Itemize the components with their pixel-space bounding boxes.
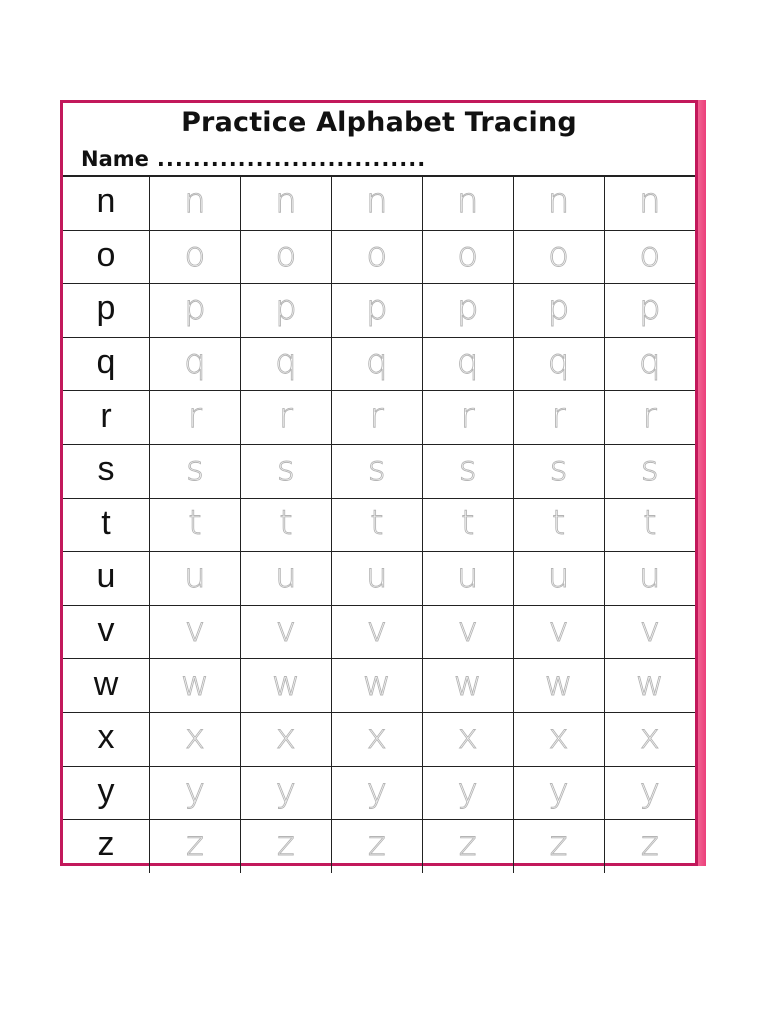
name-label: Name [81, 147, 149, 171]
trace-letter: p [547, 288, 570, 329]
trace-letter: u [184, 556, 206, 597]
trace-letter: n [275, 181, 297, 222]
trace-letter: n [456, 181, 479, 222]
letter-row-p [63, 284, 695, 338]
trace-cell[interactable] [240, 444, 331, 498]
trace-letter: w [271, 663, 300, 704]
trace-letter: y [639, 770, 660, 811]
trace-letter: t [279, 502, 293, 543]
trace-letter: o [548, 234, 569, 275]
trace-cell[interactable] [422, 391, 513, 445]
trace-cell[interactable] [331, 284, 422, 338]
key-letter-cell [63, 230, 150, 284]
key-letter-cell [63, 552, 150, 606]
trace-cell[interactable] [513, 230, 604, 284]
trace-cell[interactable] [422, 230, 513, 284]
trace-cell[interactable] [604, 444, 695, 498]
trace-letter: q [365, 342, 388, 383]
letter-row-n [63, 177, 695, 230]
trace-letter: u [638, 556, 661, 597]
trace-cell[interactable] [331, 552, 422, 606]
trace-letter: u [456, 556, 479, 597]
trace-cell[interactable] [513, 391, 604, 445]
letter-row-v [63, 605, 695, 659]
tracing-worksheet [60, 100, 698, 866]
key-letter-cell [63, 659, 150, 713]
trace-cell[interactable] [422, 659, 513, 713]
trace-cell[interactable] [240, 820, 331, 873]
trace-letter: p [184, 288, 206, 329]
trace-cell[interactable] [604, 498, 695, 552]
trace-letter: v [548, 610, 569, 651]
trace-letter: x [184, 717, 206, 758]
trace-letter: n [638, 181, 661, 222]
trace-letter: y [275, 770, 296, 811]
trace-cell[interactable] [422, 552, 513, 606]
letter-row-x [63, 712, 695, 766]
trace-cell[interactable] [150, 444, 241, 498]
worksheet-header [63, 103, 695, 177]
trace-letter: s [549, 449, 568, 490]
key-letter-cell [63, 284, 150, 338]
letter-row-o [63, 230, 695, 284]
page-edge-stripe [698, 100, 706, 866]
key-letter: t [101, 503, 111, 542]
trace-letter: y [457, 770, 478, 811]
trace-letter: u [365, 556, 388, 597]
key-letter-cell [63, 605, 150, 659]
trace-letter: z [276, 824, 295, 865]
trace-cell[interactable] [513, 177, 604, 230]
trace-cell[interactable] [604, 766, 695, 820]
trace-cell[interactable] [331, 766, 422, 820]
trace-cell[interactable] [513, 605, 604, 659]
trace-letter: w [635, 663, 664, 704]
trace-letter: v [639, 610, 660, 651]
trace-letter: x [275, 717, 296, 758]
trace-cell[interactable] [513, 498, 604, 552]
trace-cell[interactable] [513, 284, 604, 338]
trace-letter: o [366, 234, 388, 275]
key-letter-cell [63, 391, 150, 445]
key-letter: n [96, 182, 116, 221]
trace-cell[interactable] [604, 605, 695, 659]
trace-cell[interactable] [240, 552, 331, 606]
trace-cell[interactable] [422, 820, 513, 873]
trace-cell[interactable] [604, 337, 695, 391]
trace-letter: t [188, 502, 202, 543]
trace-letter: q [456, 342, 479, 383]
trace-cell[interactable] [513, 444, 604, 498]
trace-letter: z [186, 824, 204, 865]
trace-letter: o [639, 234, 661, 275]
trace-letter: q [638, 342, 661, 383]
letter-row-q [63, 337, 695, 391]
trace-cell[interactable] [150, 284, 241, 338]
trace-letter: v [366, 610, 387, 651]
trace-cell[interactable] [331, 444, 422, 498]
trace-cell[interactable] [604, 552, 695, 606]
letter-row-t [63, 498, 695, 552]
trace-letter: p [275, 288, 297, 329]
trace-letter: w [544, 663, 573, 704]
trace-cell[interactable] [604, 712, 695, 766]
trace-letter: o [184, 234, 206, 275]
trace-cell[interactable] [240, 230, 331, 284]
trace-cell[interactable] [331, 391, 422, 445]
key-letter: y [97, 771, 115, 810]
trace-cell[interactable] [331, 177, 422, 230]
trace-letter: r [369, 395, 384, 436]
trace-letter: z [549, 824, 568, 865]
trace-cell[interactable] [240, 605, 331, 659]
key-letter-cell [63, 337, 150, 391]
trace-letter: p [365, 288, 388, 329]
trace-cell[interactable] [422, 337, 513, 391]
trace-cell[interactable] [150, 230, 241, 284]
trace-letter: x [639, 717, 660, 758]
key-letter-cell [63, 177, 150, 230]
trace-letter: w [362, 663, 391, 704]
letter-row-w [63, 659, 695, 713]
trace-letter: s [640, 449, 659, 490]
trace-cell[interactable] [240, 337, 331, 391]
trace-cell[interactable] [513, 552, 604, 606]
trace-cell[interactable] [422, 444, 513, 498]
trace-cell[interactable] [240, 177, 331, 230]
trace-cell[interactable] [422, 498, 513, 552]
trace-letter: r [278, 395, 293, 436]
tracing-grid [63, 177, 695, 873]
trace-cell[interactable] [422, 605, 513, 659]
trace-letter: z [640, 824, 659, 865]
trace-letter: r [460, 395, 475, 436]
key-letter-cell [63, 712, 150, 766]
key-letter: u [96, 557, 116, 596]
trace-cell[interactable] [331, 498, 422, 552]
worksheet-title: Practice Alphabet Tracing [181, 107, 577, 138]
trace-cell[interactable] [150, 498, 241, 552]
trace-letter: v [184, 610, 206, 651]
trace-cell[interactable] [604, 820, 695, 873]
trace-letter: z [458, 824, 477, 865]
trace-letter: q [547, 342, 570, 383]
trace-cell[interactable] [422, 177, 513, 230]
key-letter-cell [63, 820, 150, 873]
trace-cell[interactable] [150, 605, 241, 659]
trace-letter: n [184, 181, 206, 222]
trace-letter: z [367, 824, 386, 865]
trace-cell[interactable] [331, 712, 422, 766]
trace-cell[interactable] [513, 659, 604, 713]
trace-letter: v [275, 610, 296, 651]
trace-cell[interactable] [150, 552, 241, 606]
trace-cell[interactable] [513, 337, 604, 391]
trace-letter: s [367, 449, 386, 490]
trace-letter: o [457, 234, 479, 275]
name-field [81, 147, 426, 171]
trace-cell[interactable] [150, 337, 241, 391]
trace-cell[interactable] [150, 659, 241, 713]
key-letter: z [97, 825, 115, 864]
trace-cell[interactable] [240, 766, 331, 820]
letter-row-u [63, 552, 695, 606]
trace-letter: t [643, 502, 657, 543]
trace-letter: x [457, 717, 478, 758]
key-letter: w [93, 664, 119, 703]
trace-letter: s [458, 449, 477, 490]
trace-cell[interactable] [604, 284, 695, 338]
trace-letter: w [453, 663, 482, 704]
trace-cell[interactable] [240, 659, 331, 713]
trace-letter: s [186, 449, 204, 490]
trace-letter: x [366, 717, 387, 758]
trace-letter: p [456, 288, 479, 329]
trace-cell[interactable] [422, 284, 513, 338]
trace-cell[interactable] [150, 766, 241, 820]
trace-letter: y [366, 770, 387, 811]
trace-cell[interactable] [513, 712, 604, 766]
trace-cell[interactable] [150, 820, 241, 873]
key-letter: s [97, 450, 115, 489]
trace-letter: y [184, 770, 206, 811]
trace-letter: n [365, 181, 388, 222]
trace-letter: o [275, 234, 297, 275]
key-letter: x [97, 718, 115, 757]
trace-cell[interactable] [331, 605, 422, 659]
trace-cell[interactable] [150, 712, 241, 766]
trace-letter: u [275, 556, 297, 597]
trace-cell[interactable] [422, 766, 513, 820]
key-letter: r [100, 396, 112, 435]
key-letter: o [96, 235, 116, 274]
trace-letter: t [461, 502, 475, 543]
trace-letter: y [548, 770, 569, 811]
key-letter: p [96, 289, 116, 328]
key-letter-cell [63, 444, 150, 498]
key-letter: q [96, 343, 116, 382]
trace-cell[interactable] [240, 284, 331, 338]
trace-letter: p [638, 288, 661, 329]
trace-letter: w [181, 663, 209, 704]
trace-cell[interactable] [150, 177, 241, 230]
trace-cell[interactable] [513, 820, 604, 873]
trace-cell[interactable] [513, 766, 604, 820]
trace-cell[interactable] [604, 177, 695, 230]
trace-cell[interactable] [604, 391, 695, 445]
letter-row-y [63, 766, 695, 820]
name-blank-line[interactable]: .............................. [156, 147, 427, 171]
trace-cell[interactable] [150, 391, 241, 445]
trace-letter: t [370, 502, 384, 543]
trace-cell[interactable] [331, 659, 422, 713]
trace-cell[interactable] [331, 820, 422, 873]
key-letter-cell [63, 498, 150, 552]
trace-cell[interactable] [604, 230, 695, 284]
key-letter: v [97, 611, 115, 650]
trace-letter: q [184, 342, 206, 383]
trace-cell[interactable] [331, 230, 422, 284]
letter-row-z [63, 820, 695, 873]
letter-row-s [63, 444, 695, 498]
letter-row-r [63, 391, 695, 445]
trace-letter: t [551, 502, 566, 543]
trace-letter: r [187, 395, 202, 436]
trace-cell[interactable] [240, 391, 331, 445]
trace-cell[interactable] [240, 712, 331, 766]
trace-letter: s [277, 449, 295, 490]
trace-cell[interactable] [331, 337, 422, 391]
trace-cell[interactable] [422, 712, 513, 766]
trace-letter: x [548, 717, 569, 758]
trace-letter: n [547, 181, 570, 222]
trace-letter: u [547, 556, 570, 597]
trace-cell[interactable] [604, 659, 695, 713]
trace-letter: q [275, 342, 297, 383]
key-letter-cell [63, 766, 150, 820]
trace-letter: r [551, 395, 566, 436]
trace-letter: v [457, 610, 478, 651]
trace-letter: r [642, 395, 657, 436]
trace-cell[interactable] [240, 498, 331, 552]
